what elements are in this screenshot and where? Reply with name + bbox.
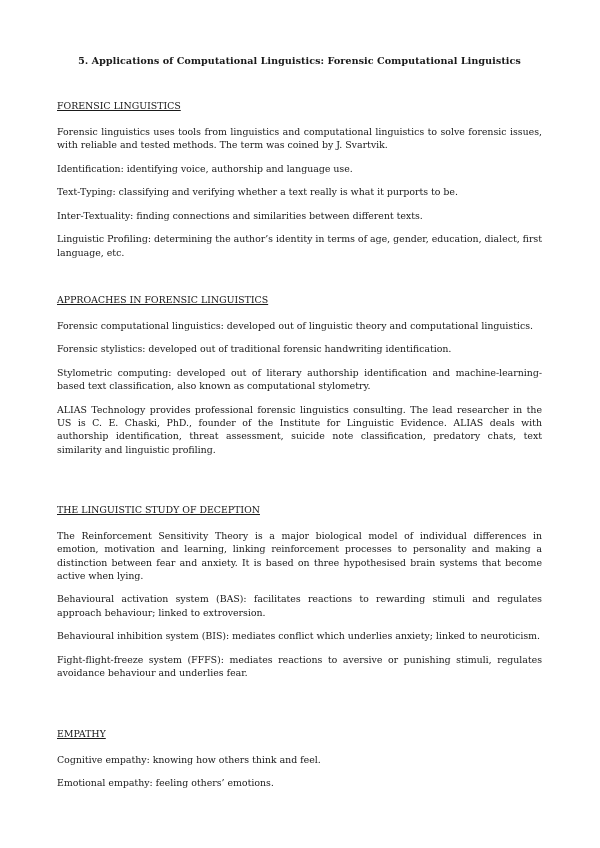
paragraph: Forensic linguistics uses tools from linguistics and computational linguistics to solve forensic issues, with reliable and tested methods. The term was coined by J. Svartvik.	[57, 127, 542, 152]
paragraph: Linguistic Profiling: determining the author’s identity in terms of age, gender, education, dialect, first language, etc.	[57, 234, 542, 259]
document-title: 5. Applications of Computational Linguistics: Forensic Computational Linguistics	[78, 56, 521, 67]
section-heading: EMPATHY	[57, 729, 106, 740]
paragraph: Stylometric computing: developed out of literary authorship identification and machine-learning-based text classification, also known as computational stylometry.	[57, 367, 542, 393]
paragraph: Identification: identifying voice, authorship and language use.	[57, 163, 353, 175]
paragraph: Behavioural inhibition system (BIS): mediates conflict which underlies anxiety; linked to neuroticism.	[57, 631, 540, 643]
section-heading: APPROACHES IN FORENSIC LINGUISTICS	[57, 295, 269, 306]
section-empathy	[57, 728, 542, 791]
paragraph: Forensic stylistics: developed out of traditional forensic handwriting identification.	[57, 344, 452, 356]
paragraph: Emotional empathy: feeling others’ emotions.	[57, 778, 274, 790]
paragraph: Behavioural activation system (BAS): facilitates reactions to rewarding stimuli and regulates approach behaviour; linked to extroversion.	[57, 594, 542, 619]
paragraph: ALIAS Technology provides professional forensic linguistics consulting. The lead researcher in the US is C. E. Chaski, PhD., founder of the Institute for Linguistic Evidence. ALIAS deals with authorship identification, threat assessment, suicide note classification, predatory chats, text similarity and linguistic profiling.	[57, 404, 542, 456]
paragraph: Text-Typing: classifying and verifying whether a text really is what it purports to be.	[57, 187, 458, 199]
section-deception	[57, 504, 542, 680]
paragraph: The Reinforcement Sensitivity Theory is a major biological model of individual differences in emotion, motivation and learning, linking reinforcement processes to personality and making a distinction between fear and anxiety. It is based on three hypothesised brain systems that become active when lying.	[57, 531, 542, 582]
section-approaches	[57, 294, 542, 457]
section-heading: FORENSIC LINGUISTICS	[57, 101, 181, 112]
paragraph: Forensic computational linguistics: developed out of linguistic theory and computational linguistics.	[57, 321, 534, 332]
paragraph: Cognitive empathy: knowing how others think and feel.	[57, 755, 321, 766]
paragraph: Inter-Textuality: finding connections and similarities between different texts.	[57, 210, 423, 222]
section-forensic-linguistics	[57, 100, 542, 260]
paragraph: Fight-flight-freeze system (FFFS): mediates reactions to aversive or punishing stimuli, regulates avoidance behaviour and underlies fear.	[57, 654, 542, 679]
section-heading: THE LINGUISTIC STUDY OF DECEPTION	[57, 505, 260, 516]
